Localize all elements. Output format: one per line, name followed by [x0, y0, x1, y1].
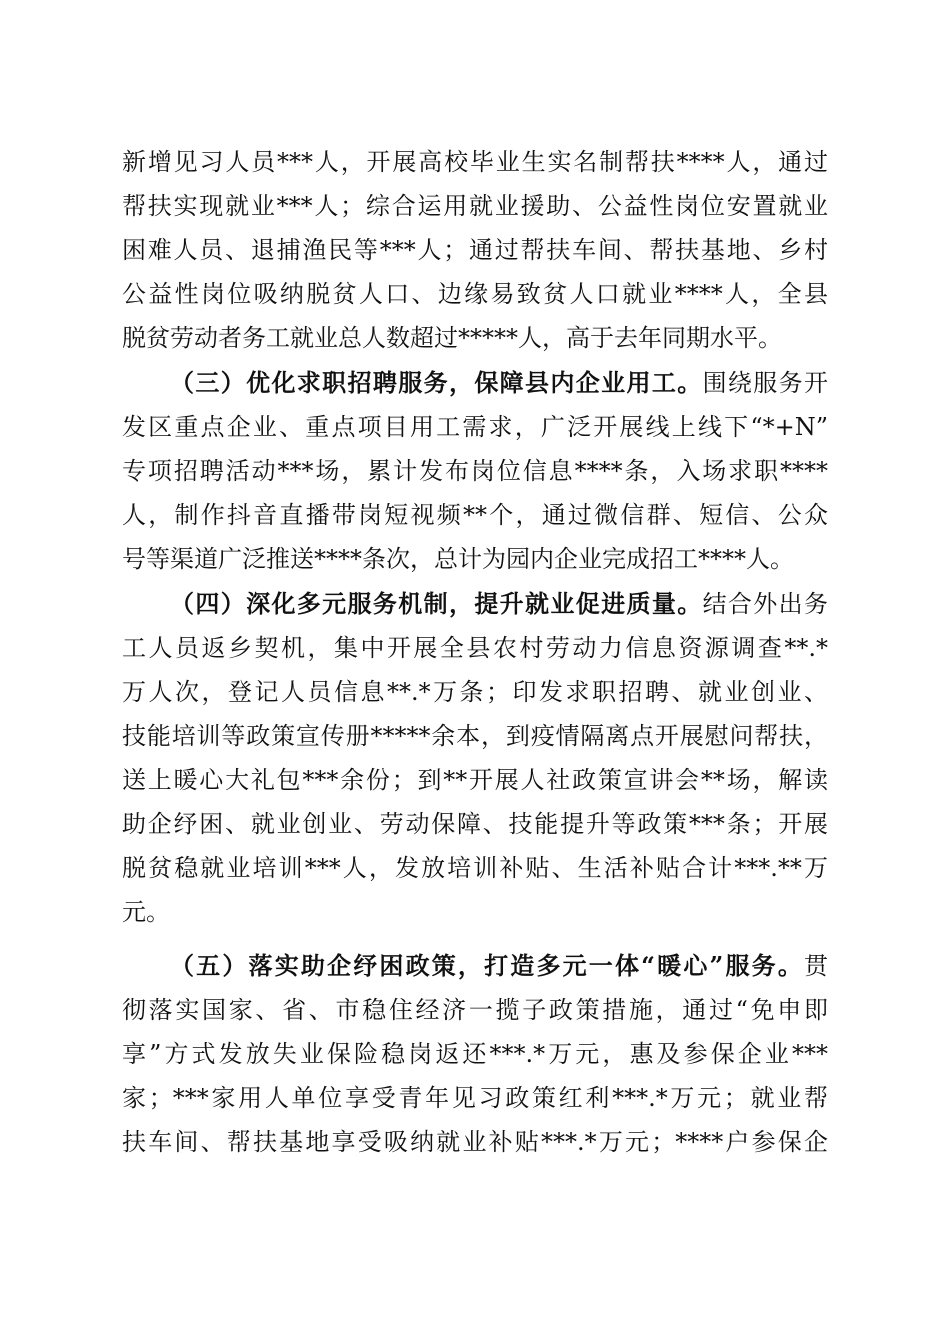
paragraph-4-line-1 — [170, 946, 828, 986]
paragraph-3-line-6: 助企纾困、就业创业、劳动保障、技能提升等政策***条；开展 — [122, 810, 828, 838]
paragraph-2-line-3: 专项招聘活动***场，累计发布岗位信息****条，入场求职**** — [122, 457, 828, 485]
paragraph-3-line-2: 工人员返乡契机，集中开展全县农村劳动力信息资源调查**.* — [122, 634, 828, 662]
paragraph-1-line-2: 帮扶实现就业***人；综合运用就业援助、公益性岗位安置就业 — [122, 192, 828, 220]
paragraph-4-line-5: 扶车间、帮扶基地享受吸纳就业补贴***.*万元；****户参保企 — [122, 1128, 828, 1156]
paragraph-4-line-2: 彻落实国家、省、市稳住经济一揽子政策措施，通过“免申即 — [122, 996, 828, 1024]
paragraph-1-line-4: 公益性岗位吸纳脱贫人口、边缘易致贫人口就业****人，全县 — [122, 280, 828, 308]
paragraph-3-line-7: 脱贫稳就业培训***人，发放培训补贴、生活补贴合计***.**万 — [122, 854, 828, 882]
paragraph-2-line-5: 号等渠道广泛推送****条次，总计为园内企业完成招工****人。 — [122, 545, 794, 573]
paragraph-1-line-3: 困难人员、退捕渔民等***人；通过帮扶车间、帮扶基地、乡村 — [122, 236, 828, 264]
paragraph-2-line-1 — [170, 363, 828, 403]
paragraph-1-line-5: 脱贫劳动者务工就业总人数超过*****人，高于去年同期水平。 — [122, 324, 782, 352]
paragraph-3-line-5: 送上暖心大礼包***余份；到**开展人社政策宣讲会**场，解读 — [122, 766, 828, 794]
paragraph-4-line-4: 家；***家用人单位享受青年见习政策红利***.*万元；就业帮 — [122, 1084, 828, 1112]
paragraph-4-line-1-text: 贯 — [804, 952, 828, 980]
paragraph-3-line-1-text: 结合外出务 — [702, 590, 829, 618]
section-heading-4: （四）深化多元服务机制，提升就业促进质量。 — [170, 589, 703, 618]
section-heading-5: （五）落实助企纾困政策，打造多元一体“暖心”服务。 — [170, 951, 804, 980]
paragraph-3-line-1 — [170, 584, 828, 624]
paragraph-3-line-3: 万人次，登记人员信息**.*万条；印发求职招聘、就业创业、 — [122, 678, 828, 706]
paragraph-4-line-3: 享”方式发放失业保险稳岗返还***.*万元，惠及参保企业*** — [122, 1040, 828, 1068]
paragraph-1-line-1: 新增见习人员***人，开展高校毕业生实名制帮扶****人，通过 — [122, 148, 828, 176]
paragraph-2-line-2: 发区重点企业、重点项目用工需求，广泛开展线上线下“*+N” — [122, 413, 828, 441]
paragraph-2-line-1-text: 围绕服务开 — [702, 369, 829, 397]
section-heading-3: （三）优化求职招聘服务，保障县内企业用工。 — [170, 368, 703, 397]
paragraph-2-line-4: 人，制作抖音直播带岗短视频**个，通过微信群、短信、公众 — [122, 501, 828, 529]
paragraph-3-line-4: 技能培训等政策宣传册*****余本，到疫情隔离点开展慰问帮扶， — [122, 722, 828, 750]
paragraph-3-line-8: 元。 — [122, 898, 170, 926]
